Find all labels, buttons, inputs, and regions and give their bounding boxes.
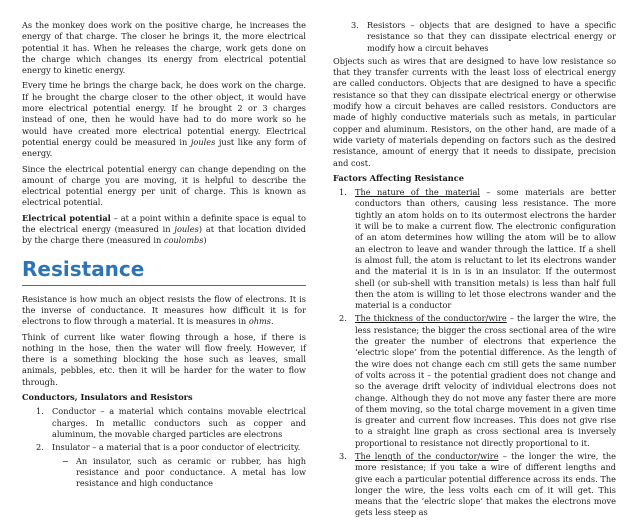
section-heading: Resistance	[22, 256, 145, 281]
factor-item	[337, 313, 616, 449]
definition-text-a: – at a point within a definite space is equal to the electrical energy (measured in	[22, 212, 306, 235]
resistance-paragraph-2: Think of current like water flowing through a hose, if there is nothing in the hose, then the water will flow freely. However, if there is a something blocking the hose such as leaves, small animals, pebbles, etc. then it will be harder for the water to flow through.	[22, 331, 306, 387]
resistance-text-a: Resistance is how much an object resists the flow of electrons. It is the inverse of conductance. It measures how difficult it is for electrons to flow through a material. It is measures in	[22, 293, 306, 327]
list-item	[349, 20, 616, 54]
sub-list-item	[22, 456, 306, 490]
factor-number: 2.	[339, 313, 347, 324]
list-item	[34, 442, 306, 453]
factors-list	[333, 187, 616, 519]
factors-subheading: Factors Affecting Resistance	[333, 172, 464, 183]
factor-item	[337, 451, 616, 519]
intro-paragraph-2-text-a: Every time he brings the charge back, he does work on the charge. If he brought the charge closer to the other object, it would have more electrical potential energy. If he brought 2 or 3 charges instead of one, then he would have had to do more work so he would have created more electrical potential energy. Electrical potential energy could be measured in	[22, 80, 306, 147]
factor-title: The thickness of the conductor/wire	[355, 313, 507, 324]
intro-paragraph-1: As the monkey does work on the positive charge, he increases the energy of that charge. The closer he brings it, the more electrical potential it has. When he releases the charge, work gets done on the charge which changes its energy from electrical potential energy to kinetic energy.	[22, 20, 306, 76]
definition-term: Electrical potential	[22, 212, 111, 223]
definition-text-c: )	[203, 235, 207, 246]
ohms-term: ohms	[248, 316, 271, 327]
right-column	[333, 20, 616, 521]
factor-text-wrapper	[355, 451, 616, 519]
factor-number: 3.	[339, 450, 347, 461]
definition-joules: joules	[174, 224, 199, 235]
list-item-text: Insulator – a material that is a poor conductor of electricity.	[52, 442, 301, 453]
resistance-paragraph-1	[22, 294, 306, 328]
heading-divider	[22, 285, 306, 286]
factor-text-wrapper	[355, 187, 616, 311]
intro-paragraph-2	[22, 80, 306, 159]
list-number: 1.	[36, 406, 44, 417]
dash-bullet: −	[62, 455, 69, 466]
conductors-resistors-paragraph: Objects such as wires that are designed to have low resistance so that they transfer currents with the least loss of electrical energy are called conductors. Objects that are designed to have a specific resistance so that they can dissipate electrical energy or otherwise modify how a circuit behaves are called resistors. Conductors are made of highly conductive materials such as metals, in particular copper and aluminum. Resistors, on the other hand, are made of a wide variety of materials depending on factors such as the desired resistance, amount of energy that it needs to dissipate, precision and cost.	[333, 55, 616, 168]
factor-text: – some materials are better conductors than others, causing less resistance. The more tightly an atom holds on to its outermost electrons the harder it will be to make a current flow. The electronic configuration of an atom determines how willing the atom will be to allow an electron to leave and wander through the lattice. If a shell is almost full, the atom is reluctant to let its electrons wander and the material it is in is in an insulator. If the outermost shell (or sub-shell with transition metals) is less than half full then the atom is willing to let those electrons wander and the material is a conductor	[355, 187, 616, 311]
intro-paragraph-2-text-b: just like any form of energy.	[22, 136, 306, 159]
resistance-text-b: .	[270, 316, 274, 327]
factor-title: The length of the conductor/wire	[355, 450, 499, 461]
factor-title: The nature of the material	[355, 187, 480, 198]
resistors-list	[333, 20, 616, 54]
list-item-text: Conductor – a material which contains movable electrical charges. In metallic conductors such as copper and aluminum, the movable charged particles are electrons	[52, 406, 306, 439]
intro-paragraph-3: Since the electrical potential energy can change depending on the amount of charge you are moving, it is helpful to describe the electrical potential energy per unit of charge. This is known as electrical potential.	[22, 163, 306, 208]
list-item-text: Resistors – objects that are designed to have a specific resistance so that they can dissipate electrical energy or modify how a circuit behaves	[367, 20, 616, 53]
factor-number: 1.	[339, 187, 347, 198]
left-column	[22, 20, 306, 491]
definition-paragraph	[22, 213, 306, 247]
factor-text: – the longer the wire, the more resistance; if you take a wire of different lengths and give each a particular potential difference across its ends. The longer the wire, the less volts each cm of it will get. This means that the ‘electric slope’ that makes the electrons move gets less steep as	[355, 450, 616, 518]
factor-text: – the larger the wire, the less resistance; the bigger the cross sectional area of the wire the greater the number of electrons that experience the ‘electric slope’ from the potential difference. As the length of the wire does not change each cm still gets the same number of volts across it – the potential gradient does not change and so the average drift velocity of individual electrons does not change. Although they do not move any faster there are more of them moving, so the total charge movement in a given time is greater and current flow increases. This does not give rise to a straight line graph as cross sectional area is inversely proportional to resistance not directly proportional to it.	[355, 313, 616, 448]
sub-list-item-text: An insulator, such as ceramic or rubber, has high resistance and poor conductance. A metal has low resistance and high conductance	[76, 455, 306, 489]
list-number: 3.	[351, 20, 359, 30]
joules-term: joules	[190, 136, 216, 147]
list-item	[34, 406, 306, 440]
definition-text-b: ) at that location divided by the charge there (measured in	[22, 224, 306, 246]
factor-text-wrapper	[355, 313, 616, 449]
material-list	[22, 406, 306, 453]
conductors-subheading: Conductors, Insulators and Resistors	[22, 392, 193, 403]
factor-item	[337, 187, 616, 311]
list-number: 2.	[36, 442, 44, 453]
definition-coulombs: coulombs	[163, 235, 204, 246]
